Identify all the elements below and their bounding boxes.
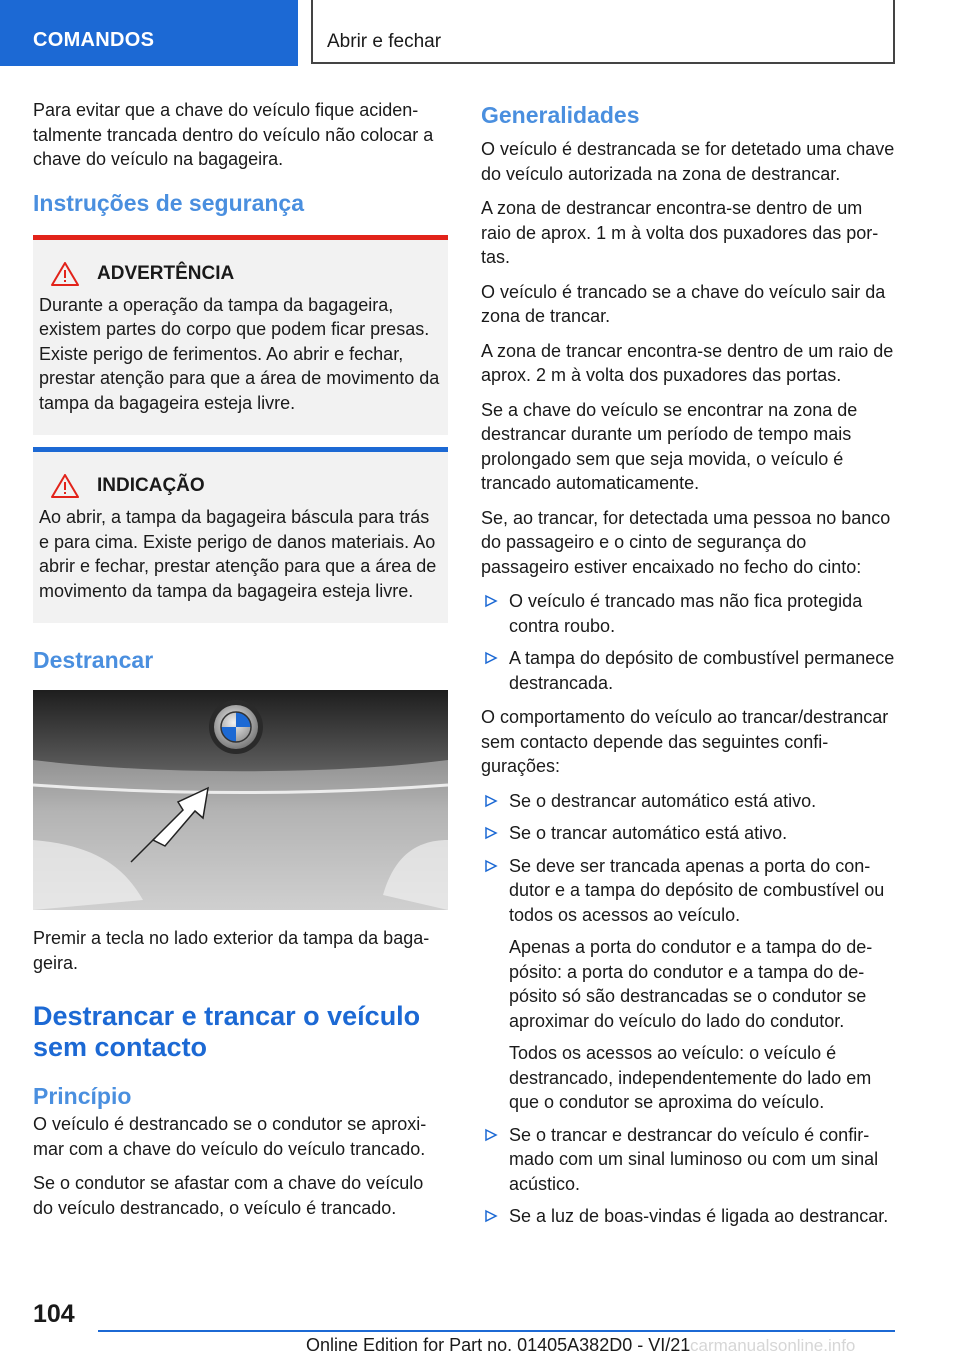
- notice-text: Ao abrir, a tampa da bagageira báscula para trás e para cima. Existe perigo de danos materiais. Ao abrir e fechar, prestar atenção para que a área de movimento da tampa da bagageira esteja livre.: [39, 507, 437, 601]
- list-item: A tampa do depósito de combustível permanece destrancada.: [481, 646, 896, 695]
- notice-triangle-icon: [51, 474, 79, 498]
- unlock-heading: Destrancar: [33, 647, 154, 673]
- general-paragraph-4: A zona de trancar encontra-se dentro de um raio de aprox. 2 m à volta dos puxadores das portas.: [481, 340, 894, 385]
- list-item-subparagraph: Apenas a porta do condutor e a tampa do depósito: a porta do condutor e a tampa do depósito só são destrancadas se o condutor se aproximar do veículo do lado do condutor.: [509, 937, 873, 1031]
- keyless-heading: Destrancar e trancar o veículo sem contacto: [33, 1001, 421, 1062]
- triangle-bullet-icon: [484, 591, 498, 611]
- left-column: [33, 98, 448, 1230]
- general-paragraph-5: Se a chave do veículo se encontrar na zona de destrancar durante um período de tempo mais prolongado sem que seja movida, o veículo é trancado automaticamente.: [481, 399, 858, 493]
- list-item: Se deve ser trancada apenas a porta do condutor e a tampa do depósito de combustível ou todos os acessos ao veículo. Apenas a porta do condutor e a tampa do depósito: a porta do condutor e a tampa do depósito só são destrancadas se o condutor se aproximar do veículo do lado do condutor. Todos os acessos ao veículo: o veículo é destrancado, independentemente do lado em que o condutor se aproxima do veículo.: [481, 854, 896, 1115]
- principle-heading: Princípio: [33, 1083, 132, 1109]
- photo-caption: Premir a tecla no lado exterior da tampa da bagageira.: [33, 928, 430, 973]
- general-paragraph-3: O veículo é trancado se a chave do veículo sair da zona de trancar.: [481, 281, 886, 326]
- settings-paragraph: O comportamento do veículo ao trancar/destrancar sem contacto depende das seguintes configurações:: [481, 707, 889, 776]
- notice-box: [33, 447, 448, 623]
- list-item: Se a luz de boas-vindas é ligada ao destrancar.: [481, 1204, 896, 1229]
- principle-paragraph-1: O veículo é destrancado se o condutor se aproximar com a chave do veículo do veículo trancado.: [33, 1114, 427, 1159]
- triangle-bullet-icon: [484, 856, 498, 876]
- passenger-lock-list: [481, 589, 896, 695]
- warning-title: ADVERTÊNCIA: [97, 262, 235, 284]
- safety-heading: Instruções de segurança: [33, 189, 304, 216]
- general-heading: Generalidades: [481, 102, 640, 128]
- general-paragraph-6: Se, ao trancar, for detectada uma pessoa no banco do passageiro e o cinto de segurança do passageiro estiver encaixado no fecho do cinto:: [481, 507, 891, 577]
- principle-paragraph-2: Se o condutor se afastar com a chave do veículo do veículo destrancado, o veículo é trancado.: [33, 1173, 424, 1218]
- footer-rule: [98, 1330, 895, 1332]
- settings-list: [481, 789, 896, 1229]
- trunk-button-photo: [33, 690, 448, 910]
- header-section-tab: [0, 0, 298, 66]
- warning-text: Durante a operação da tampa da bagageira, existem partes do corpo que podem ficar presas. Existe perigo de ferimentos. Ao abrir e fechar, prestar atenção para que a área de movimento da tampa da bagageira esteja livre.: [39, 294, 440, 413]
- header-chapter-tab: [311, 0, 895, 64]
- intro-paragraph: Para evitar que a chave do veículo fique acidentalmente trancada dentro do veículo não colocar a chave do veículo na bagageira.: [33, 100, 434, 169]
- triangle-bullet-icon: [484, 823, 498, 843]
- warning-triangle-icon: [51, 262, 79, 286]
- triangle-bullet-icon: [484, 791, 498, 811]
- general-paragraph-1: O veículo é destrancada se for detetado uma chave do veículo autorizada na zona de destrancar.: [481, 139, 895, 184]
- warning-box: [33, 235, 448, 436]
- page-number: 104: [33, 1300, 75, 1328]
- triangle-bullet-icon: [484, 1125, 498, 1145]
- list-item: Se o trancar e destrancar do veículo é confirmado com um sinal luminoso ou com um sinal acústico.: [481, 1123, 896, 1197]
- notice-title: INDICAÇÃO: [97, 475, 205, 496]
- list-item: O veículo é trancado mas não fica protegida contra roubo.: [481, 589, 896, 638]
- watermark-text: carmanualsonline.info: [690, 1336, 856, 1355]
- general-paragraph-2: A zona de destrancar encontra-se dentro de um raio de aprox. 1 m à volta dos puxadores das portas.: [481, 198, 879, 267]
- triangle-bullet-icon: [484, 1206, 498, 1226]
- footer-edition: Online Edition for Part no. 01405A382D0 - VI/21: [306, 1335, 691, 1355]
- list-item: Se o trancar automático está ativo.: [481, 821, 896, 846]
- header-section-label: COMANDOS: [33, 29, 155, 51]
- header-chapter-label: Abrir e fechar: [327, 31, 442, 52]
- trunk-lid-illustration: [33, 690, 448, 910]
- list-item-subparagraph: Todos os acessos ao veículo: o veículo é destrancado, independentemente do lado em que o condutor se aproxima do veículo.: [509, 1043, 872, 1112]
- triangle-bullet-icon: [484, 648, 498, 668]
- right-column: [481, 102, 896, 1239]
- list-item: Se o destrancar automático está ativo.: [481, 789, 896, 814]
